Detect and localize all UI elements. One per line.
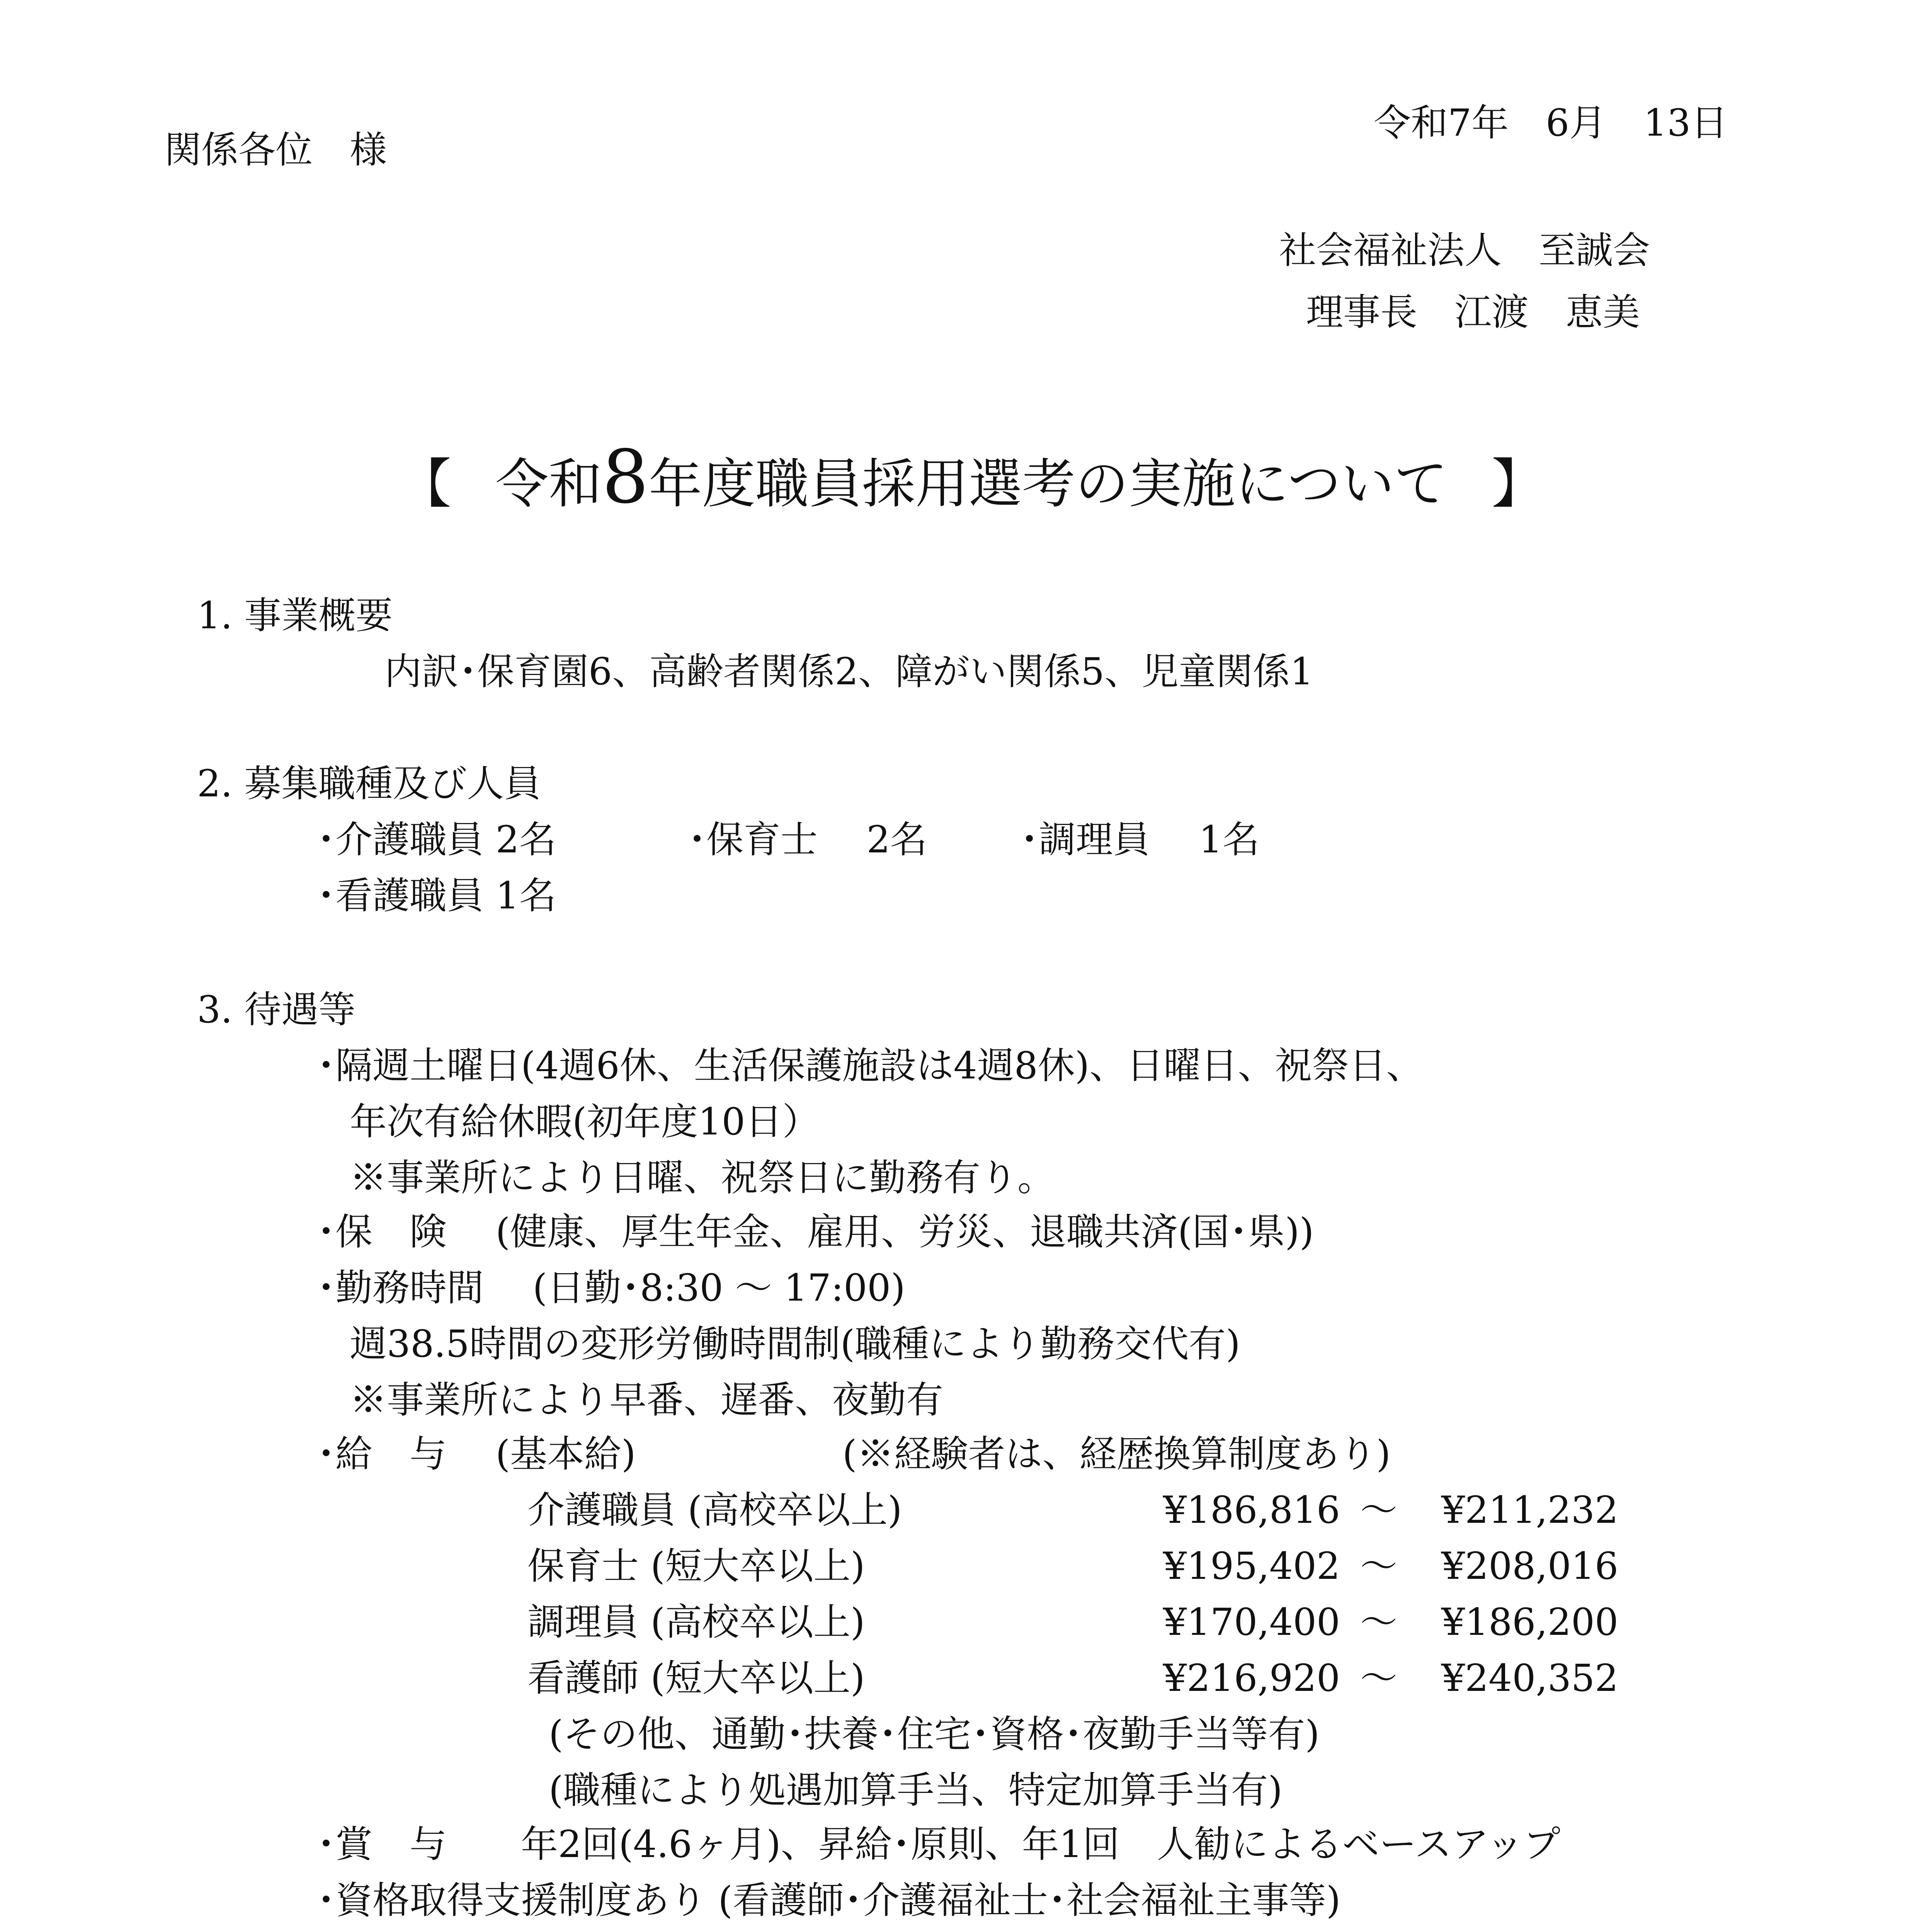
hours-line-2: 週38.5時間の変形労働時間制(職種により勤務交代有) [350, 1322, 1240, 1366]
document-date: 令和7年 6月 13日 [1374, 101, 1728, 145]
allowance-line-2: (職種により処遇加算手当、特定加算手当有) [549, 1769, 1283, 1812]
title-text: 年度職員採用選考の実施について [648, 453, 1448, 515]
title-close-bracket: 】 [1491, 453, 1545, 515]
salary-job: 看護師 (短大卒以上) [527, 1656, 865, 1700]
position-kango: ･看護職員 1名 [317, 874, 556, 917]
salary-job: 介護職員 (高校卒以上) [527, 1488, 902, 1532]
position-hoiku: ･保育士 2名 [688, 818, 927, 861]
section-2-heading: 2. 募集職種及び人員 [197, 762, 541, 805]
hours-line-1: ･勤務時間 (日勤･8:30 〜 17:00) [317, 1266, 905, 1310]
salary-min: ¥195,402 [1163, 1544, 1340, 1588]
salary-range-separator: 〜 [1360, 1600, 1397, 1644]
salary-note: (※経験者は、経歴換算制度あり) [842, 1432, 1391, 1476]
salary-range-separator: 〜 [1360, 1488, 1397, 1532]
title-prefix: 令和 [495, 453, 602, 515]
section-1-heading: 1. 事業概要 [197, 594, 393, 637]
recipient: 関係各位 様 [164, 128, 387, 172]
salary-max: ¥208,016 [1441, 1544, 1619, 1588]
hours-line-3: ※事業所により早番、遅番、夜勤有 [350, 1378, 943, 1422]
title-year: 8 [602, 434, 649, 520]
position-kaigo: ･介護職員 2名 [317, 818, 556, 861]
bonus-line: ･賞 与 年2回(4.6ヶ月)、昇給･原則、年1回 人勧によるベースアップ [317, 1823, 1561, 1866]
section-1-detail: 内訳･保育園6、高齢者関係2、障がい関係5、児童関係1 [384, 650, 1314, 693]
allowance-line-1: (その他、通勤･扶養･住宅･資格･夜勤手当等有) [549, 1713, 1320, 1756]
section-3-heading: 3. 待遇等 [197, 988, 356, 1031]
salary-min: ¥216,920 [1163, 1656, 1340, 1700]
signer-name: 理事長 江渡 恵美 [1306, 291, 1640, 334]
salary-job: 調理員 (高校卒以上) [527, 1600, 865, 1644]
holiday-line-1: ･隔週土曜日(4週6休、生活保護施設は4週8休)、日曜日、祝祭日、 [317, 1044, 1424, 1087]
holiday-line-3: ※事業所により日曜、祝祭日に勤務有り。 [350, 1156, 1055, 1199]
salary-min: ¥170,400 [1163, 1600, 1340, 1644]
salary-min: ¥186,816 [1163, 1488, 1340, 1532]
qualification-support-line: ･資格取得支援制度あり (看護師･介護福祉士･社会福祉主事等) [317, 1879, 1341, 1922]
page-title [398, 434, 1545, 520]
salary-max: ¥186,200 [1441, 1600, 1619, 1644]
insurance-line: ･保 険 (健康、厚生年金、雇用、労災、退職共済(国･県)) [317, 1210, 1314, 1253]
salary-job: 保育士 (短大卒以上) [527, 1544, 865, 1588]
organization-name: 社会福祉法人 至誠会 [1279, 229, 1650, 272]
salary-range-separator: 〜 [1360, 1544, 1397, 1588]
salary-max: ¥211,232 [1441, 1488, 1619, 1532]
title-open-bracket: 【 [398, 453, 452, 515]
salary-max: ¥240,352 [1441, 1656, 1619, 1700]
holiday-line-2: 年次有給休暇(初年度10日） [350, 1100, 820, 1143]
salary-range-separator: 〜 [1360, 1656, 1397, 1700]
position-chori: ･調理員 1名 [1020, 818, 1260, 861]
salary-label: ･給 与 (基本給) [317, 1432, 636, 1476]
